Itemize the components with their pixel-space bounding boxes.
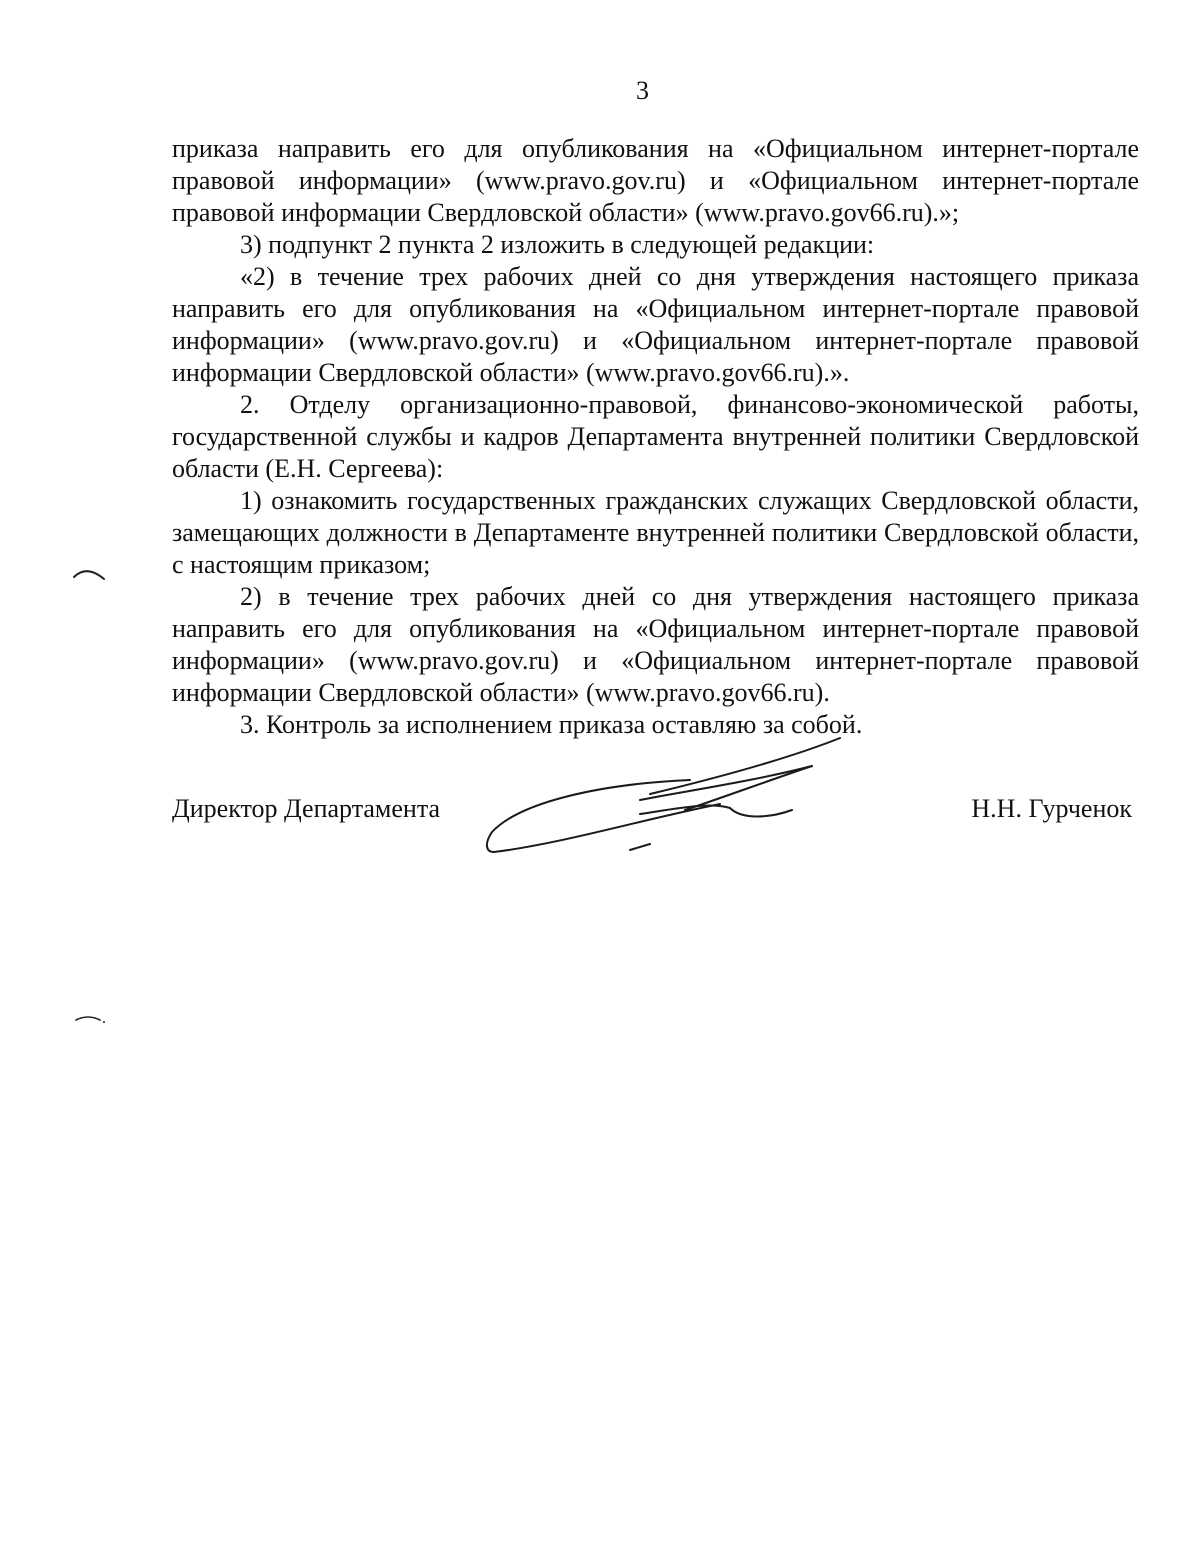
paragraph-item-2-sub-1: 1) ознакомить государственных гражданских служащих Свердловской области, замещающих должности в Департаменте внутренней политики Свердловской области, с настоящим приказом; (172, 486, 1139, 579)
paragraph-subitem-3: 3) подпункт 2 пункта 2 изложить в следующей редакции: (240, 230, 875, 259)
paragraph-item-3: 3. Контроль за исполнением приказа оставляю за собой. (240, 710, 863, 739)
page-number: 3 (636, 76, 649, 105)
signatory-title: Директор Департамента (172, 794, 441, 823)
paragraph-continuation: приказа направить его для опубликования на «Официальном интернет-портале правовой информации» (www.pravo.gov.ru) и «Официальном интернет-портале правовой информации Свердловской области» (www.pravo.gov66.ru).»; (172, 134, 1139, 227)
paragraph-item-2-sub-2: 2) в течение трех рабочих дней со дня утверждения настоящего приказа направить его для опубликования на «Официальном интернет-портале правовой информации» (www.pravo.gov.ru) и «Официальном интернет-портале правовой информации Свердловской области» (www.pravo.gov66.ru). (172, 582, 1139, 707)
margin-mark (72, 1010, 112, 1030)
paragraph-item-2: 2. Отделу организационно-правовой, финансово-экономической работы, государственной службы и кадров Департамента внутренней политики Свердловской области (Е.Н. Сергеева): (172, 390, 1139, 483)
document-body (172, 133, 1139, 741)
handwritten-signature (480, 732, 860, 862)
signatory-name: Н.Н. Гурченок (971, 794, 1132, 823)
paragraph-quoted-subitem-2: «2) в течение трех рабочих дней со дня утверждения настоящего приказа направить его для опубликования на «Официальном интернет-портале правовой информации» (www.pravo.gov.ru) и «Официальном интернет-портале правовой информации Свердловской области» (www.pravo.gov66.ru).». (172, 262, 1139, 387)
margin-mark (70, 565, 110, 585)
